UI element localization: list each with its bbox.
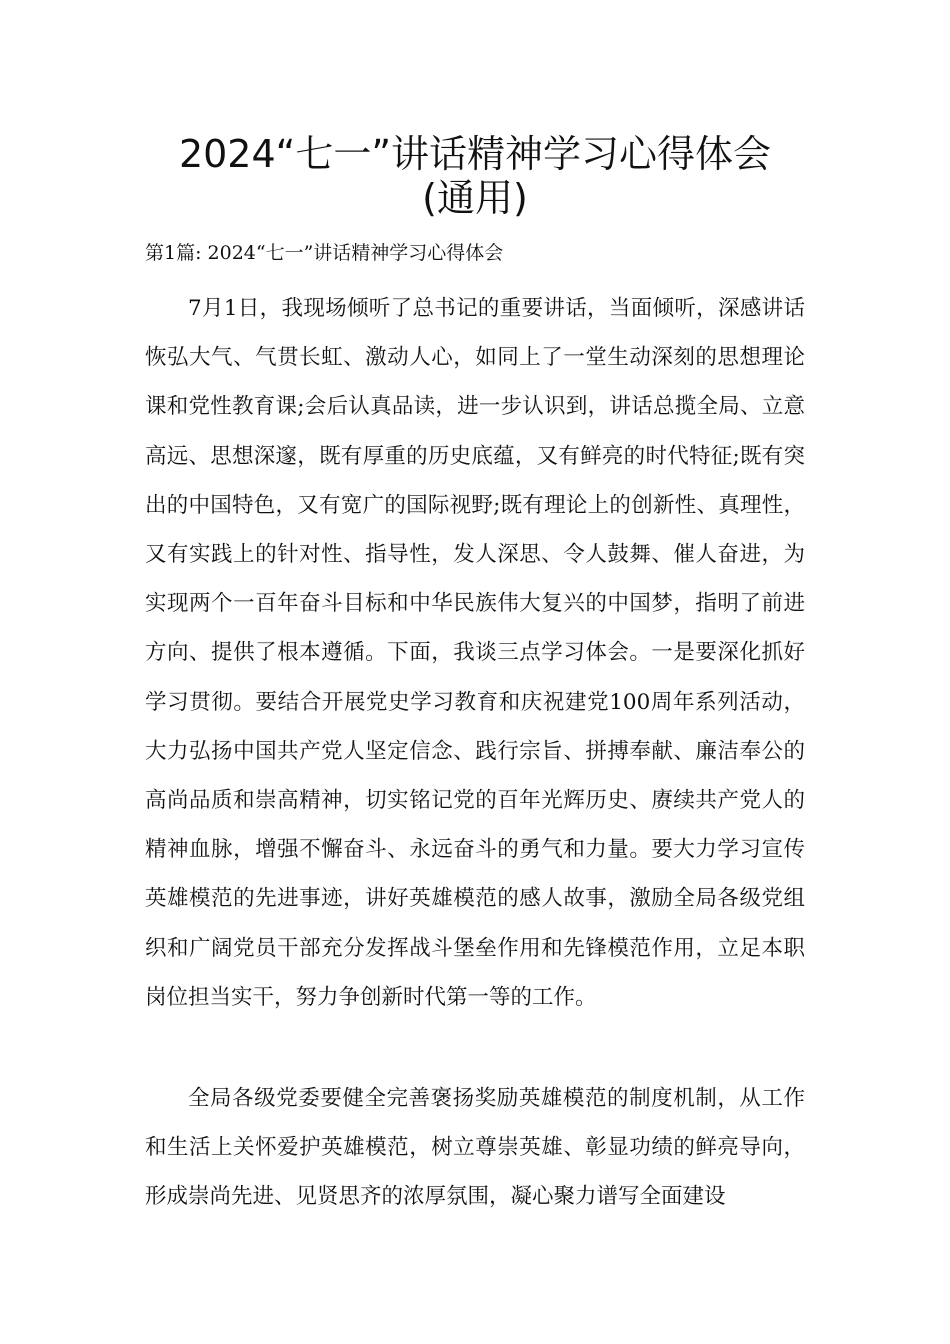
- document-title-line-2: (通用): [422, 176, 528, 220]
- body-paragraph-1: 7月1日，我现场倾听了总书记的重要讲话，当面倾听，深感讲话恢弘大气、气贯长虹、激动人心，如同上了一堂生动深刻的思想理论课和党性教育课;会后认真品读，进一步认识到，讲话总揽全局、立意高远、思想深邃，既有厚重的历史底蕴，又有鲜亮的时代特征;既有突出的中国特色，又有宽广的国际视野;既有理论上的创新性、真理性，又有实践上的针对性、指导性，发人深思、令人鼓舞、催人奋进，为实现两个一百年奋斗目标和中华民族伟大复兴的中国梦，指明了前进方向、提供了根本遵循。下面，我谈三点学习体会。一是要深化抓好学习贯彻。要结合开展党史学习教育和庆祝建党100周年系列活动，大力弘扬中国共产党人坚定信念、践行宗旨、拼搏奉献、廉洁奉公的高尚品质和崇高精神，切实铭记党的百年光辉历史、赓续共产党人的精神血脉，增强不懈奋斗、永远奋斗的勇气和力量。要大力学习宣传英雄模范的先进事迹，讲好英雄模范的感人故事，激励全局各级党组织和广阔党员干部充分发挥战斗堡垒作用和先锋模范作用，立足本职岗位担当实干，努力争创新时代第一等的工作。: [145, 296, 805, 1010]
- document-title-line-1: 2024“七一”讲话精神学习心得体会: [178, 132, 772, 176]
- body-paragraph-2: 全局各级党委要健全完善褒扬奖励英雄模范的制度机制，从工作和生活上关怀爱护英雄模范，树立尊崇英雄、彰显功绩的鲜亮导向，形成崇尚先进、见贤思齐的浓厚氛围，凝心聚力谱写全面建设: [145, 1086, 805, 1210]
- section-heading: 第1篇: 2024“七一”讲话精神学习心得体会: [145, 242, 504, 264]
